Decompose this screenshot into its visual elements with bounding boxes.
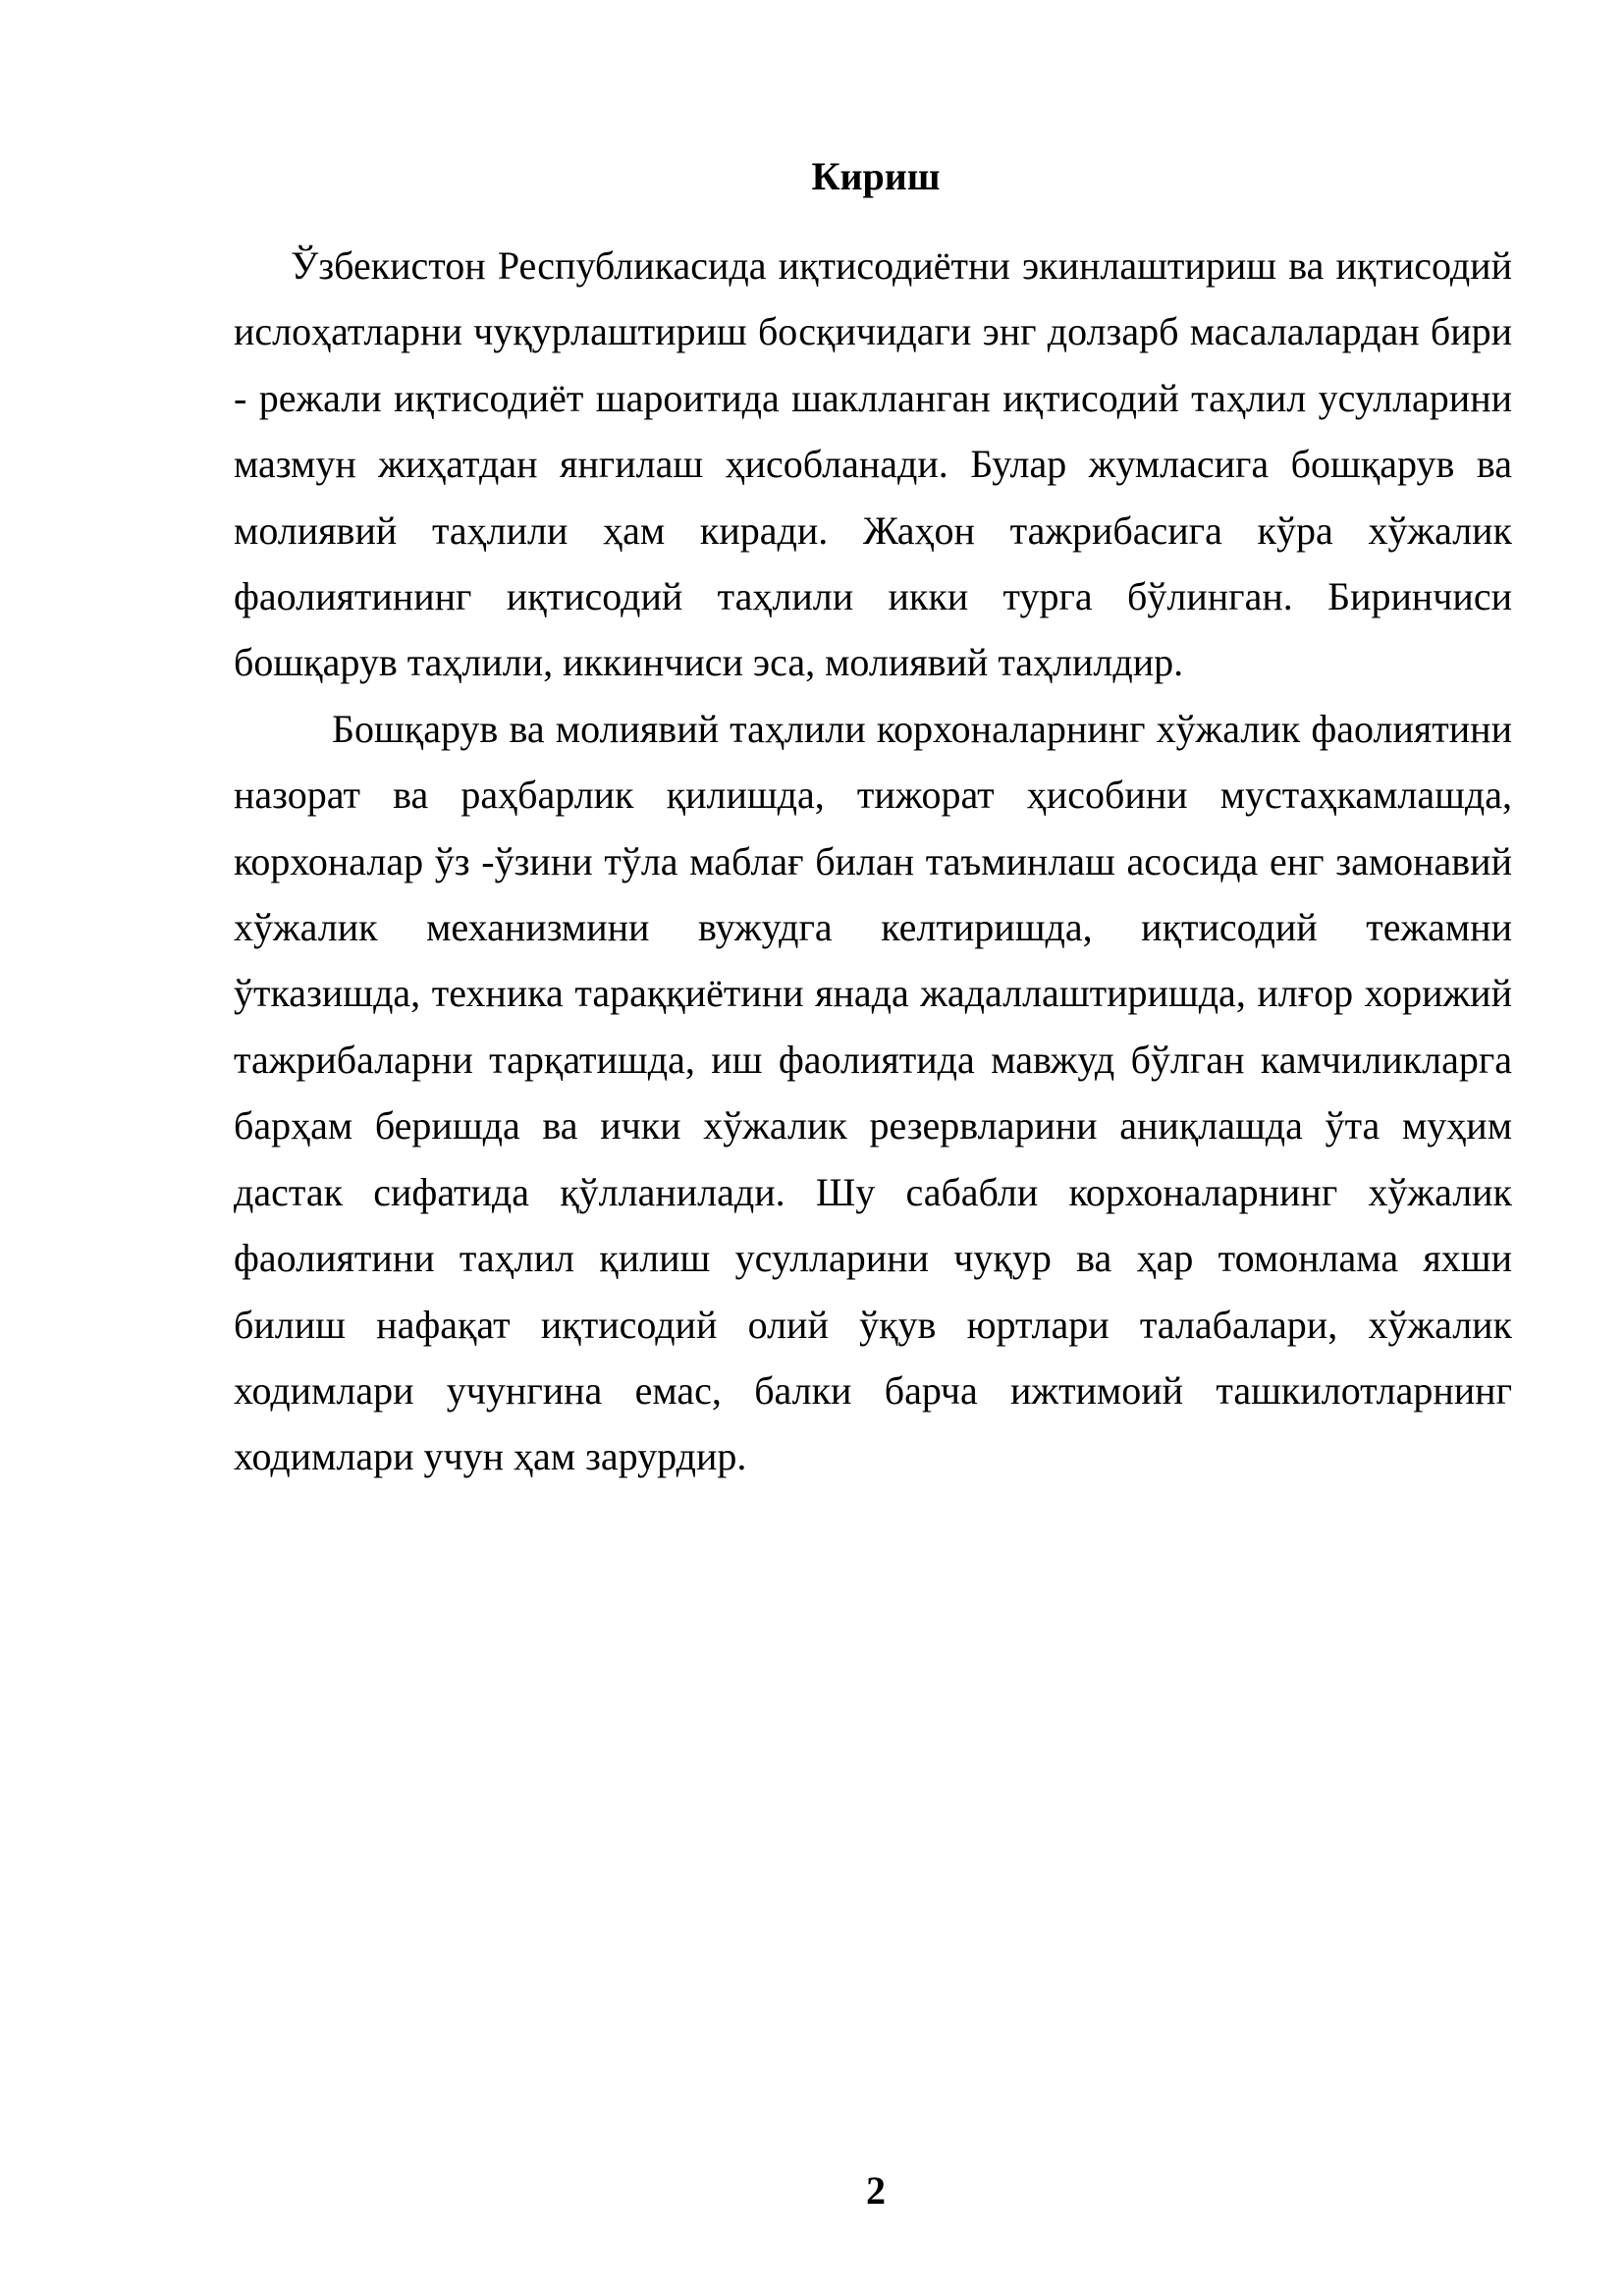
paragraph-2: Бошқарув ва молиявий таҳлили корхоналарнинг хўжалик фаолиятини назорат ва раҳбарлик қилишда, тижорат ҳисобини мустаҳкамлашда, корхоналар ўз -ўзини тўла маблағ билан таъминлаш асосида енг замонавий хўжалик механизмини вужудга келтиришда, иқтисодий тежамни ўтказишда, техника тараққиётини янада жадаллаштиришда, илғор хорижий тажрибаларни тарқатишда, иш фаолиятида мавжуд бўлган камчиликларга барҳам беришда ва ички хўжалик резервларини аниқлашда ўта муҳим дастак сифатида қўлланилади. Шу сабабли корхоналарнинг хўжалик фаолиятини таҳлил қилиш усулларини чуқур ва ҳар томонлама яхши билиш нафақат иқтисодий олий ўқув юртлари талабалари, хўжалик ходимлари учунгина емас, балки барча ижтимоий ташкилотларнинг ходимлари учун ҳам зарурдир.: [234, 706, 1512, 1479]
body-text: [234, 233, 1512, 1490]
page-title: Кириш: [811, 154, 941, 198]
paragraph-1: Ўзбекистон Республикасида иқтисодиётни экинлаштириш ва иқтисодий ислоҳатларни чуқурлаштириш босқичидаги энг долзарб масалалардан бири - режали иқтисодиёт шароитида шаклланган иқтисодий таҳлил усулларини мазмун жиҳатдан янгилаш ҳисобланади. Булар жумласига бошқарув ва молиявий таҳлили ҳам киради. Жаҳон тажрибасига кўра хўжалик фаолиятининг иқтисодий таҳлили икки турга бўлинган. Биринчиси бошқарув таҳлили, иккинчиси эса, молиявий таҳлилдир.: [234, 243, 1512, 685]
page-number: 2: [866, 2168, 886, 2213]
